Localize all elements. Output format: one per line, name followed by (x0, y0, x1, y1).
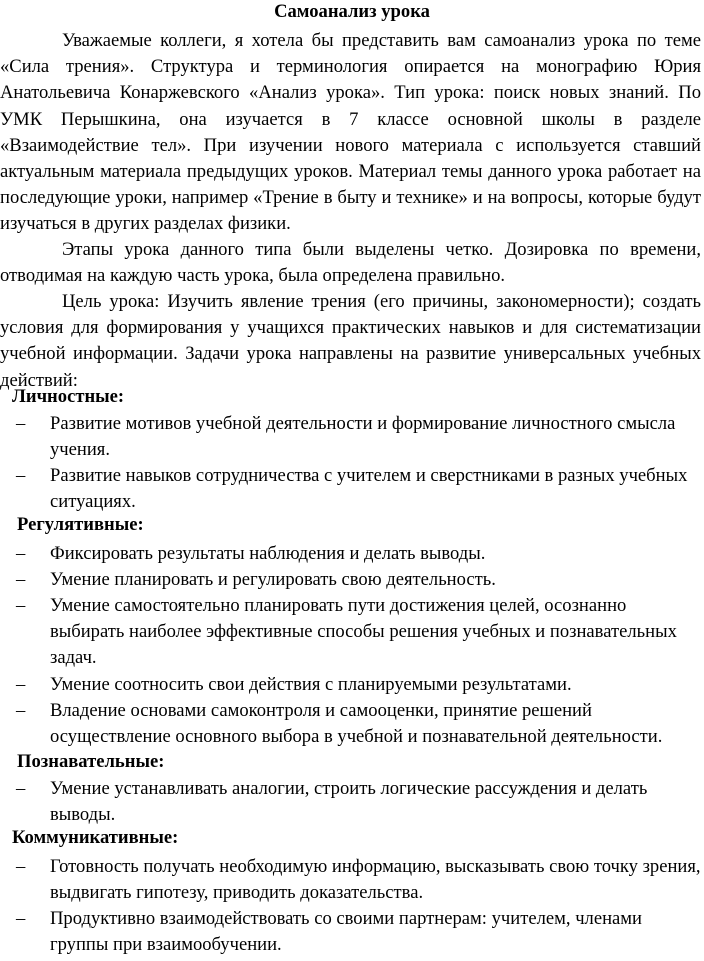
list-item (16, 854, 702, 906)
list-item (16, 698, 702, 750)
list-item-text: Владение основами самоконтроля и самооценки, принятие решений осуществление основного выбора в учебной и познавательной деятельности. (50, 700, 663, 748)
list-item (16, 463, 702, 515)
list-item-text: Развитие навыков сотрудничества с учителем и сверстниками в разных учебных ситуациях. (50, 465, 688, 513)
list-item (16, 541, 702, 567)
section-heading-cognitive: Познавательные: (17, 751, 165, 772)
dash-bullet: – (16, 778, 26, 799)
dash-bullet: – (16, 856, 26, 877)
dash-bullet: – (16, 674, 26, 695)
dash-bullet: – (16, 465, 26, 486)
dash-bullet: – (16, 569, 26, 590)
dash-bullet: – (16, 543, 26, 564)
list-item (16, 567, 702, 593)
list-item-text: Умение соотносить свои действия с планируемыми результатами. (50, 674, 572, 695)
list-item-text: Готовность получать необходимую информацию, высказывать свою точку зрения, выдвигать гипотезу, приводить доказательства. (50, 856, 701, 904)
list-item-text: Умение самостоятельно планировать пути достижения целей, осознанно выбирать наиболее эффективные способы решения учебных и познавательных задач. (50, 595, 677, 669)
list-item-text: Умение планировать и регулировать свою деятельность. (50, 569, 496, 590)
intro-paragraph: Уважаемые коллеги, я хотела бы представить вам самоанализ урока по теме «Сила трения». Структура и терминология опирается на монографию Юрия Анатольевича Конаржевского «Анализ урока». Тип урока: поиск новых знаний. По УМК Перышкина, она изучается в 7 классе основной школы в разделе «Взаимодействие тел». При изучении нового материала с используется ставший актуальным материала предыдущих уроков. Материал темы данного урока работает на последующие уроки, например «Трение в быту и технике» и на вопросы, которые будут изучаться в других разделах физики. (0, 30, 701, 235)
dash-bullet: – (16, 413, 26, 434)
document-title: Самоанализ урока (274, 1, 430, 22)
list-item-text: Продуктивно взаимодействовать со своими партнерам: учителем, членами группы при взаимообучении. (50, 908, 642, 956)
list-item-text: Фиксировать результаты наблюдения и делать выводы. (50, 543, 486, 564)
dash-bullet: – (16, 700, 26, 721)
list-item-text: Развитие мотивов учебной деятельности и формирование личностного смысла учения. (50, 413, 676, 461)
list-item (16, 411, 702, 463)
dash-bullet: – (16, 595, 26, 616)
goal-paragraph: Цель урока: Изучить явление трения (его причины, закономерности); создать условия для формирования у учащихся практических навыков и для систематизации учебной информации. Задачи урока направлены на развитие универсальных учебных действий: (0, 291, 701, 391)
dash-bullet: – (16, 908, 26, 929)
list-item-text: Умение устанавливать аналогии, строить логические рассуждения и делать выводы. (50, 778, 648, 826)
section-heading-regulatory: Регулятивные: (17, 514, 144, 535)
list-item (16, 906, 702, 958)
list-item (16, 672, 702, 698)
section-heading-personal: Личностные: (12, 386, 125, 407)
section-heading-communicative: Коммуникативные: (12, 827, 179, 848)
stages-paragraph: Этапы урока данного типа были выделены четко. Дозировка по времени, отводимая на каждую часть урока, была определена правильно. (0, 239, 701, 287)
list-item (16, 776, 702, 828)
list-item (16, 593, 702, 672)
